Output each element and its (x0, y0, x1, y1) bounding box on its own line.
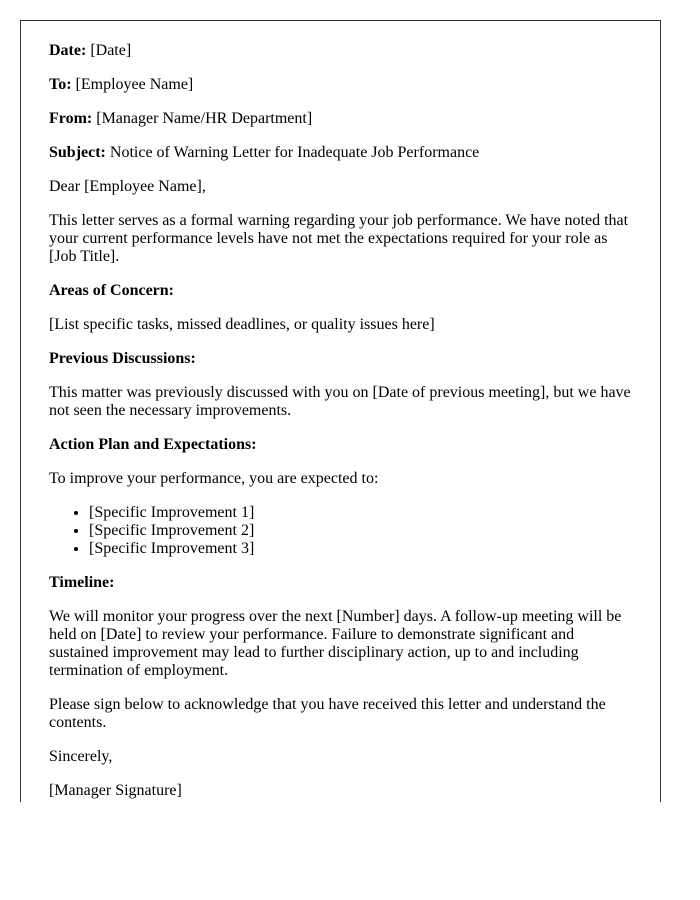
list-item: • [Specific Improvement 3] (89, 540, 632, 558)
action-items-list (49, 504, 632, 558)
signature-placeholder: [Manager Signature] (49, 782, 182, 799)
closing: Sincerely, (49, 748, 113, 765)
to-value: [Employee Name] (75, 76, 194, 93)
date-label: Date: (49, 42, 87, 59)
concern-body: [List specific tasks, missed deadlines, or quality issues here] (49, 316, 435, 333)
action-body: To improve your performance, you are expected to: (49, 470, 379, 487)
salutation: Dear [Employee Name], (49, 178, 206, 195)
subject-value: Notice of Warning Letter for Inadequate Job Performance (109, 144, 480, 161)
document-viewport (20, 20, 661, 802)
date-value: [Date] (90, 42, 132, 59)
subject-line (49, 144, 632, 162)
concern-heading: Areas of Concern: (49, 282, 175, 299)
acknowledge-paragraph: Please sign below to acknowledge that you have received this letter and understand the contents. (49, 696, 606, 731)
subject-label: Subject: (49, 144, 106, 161)
from-label: From: (49, 110, 93, 127)
to-label: To: (49, 76, 72, 93)
list-item: • [Specific Improvement 1] (89, 504, 632, 522)
to-line (49, 76, 632, 94)
action-heading: Action Plan and Expectations: (49, 436, 257, 453)
previous-body: This matter was previously discussed with you on [Date of previous meeting], but we have not seen the necessary improvements. (49, 384, 631, 419)
list-item: • [Specific Improvement 2] (89, 522, 632, 540)
date-line (49, 42, 632, 60)
timeline-body: We will monitor your progress over the next [Number] days. A follow-up meeting will be held on [Date] to review your performance. Failure to demonstrate significant and sustained improvement may lead to further disciplinary action, up to and including termination of employment. (49, 608, 622, 679)
previous-heading: Previous Discussions: (49, 350, 196, 367)
warning-letter (20, 20, 661, 802)
intro-paragraph: This letter serves as a formal warning regarding your job performance. We have noted that your current performance levels have not met the expectations required for your role as [Job Title]. (49, 212, 629, 265)
from-value: [Manager Name/HR Department] (96, 110, 313, 127)
timeline-heading: Timeline: (49, 574, 115, 591)
from-line (49, 110, 632, 128)
